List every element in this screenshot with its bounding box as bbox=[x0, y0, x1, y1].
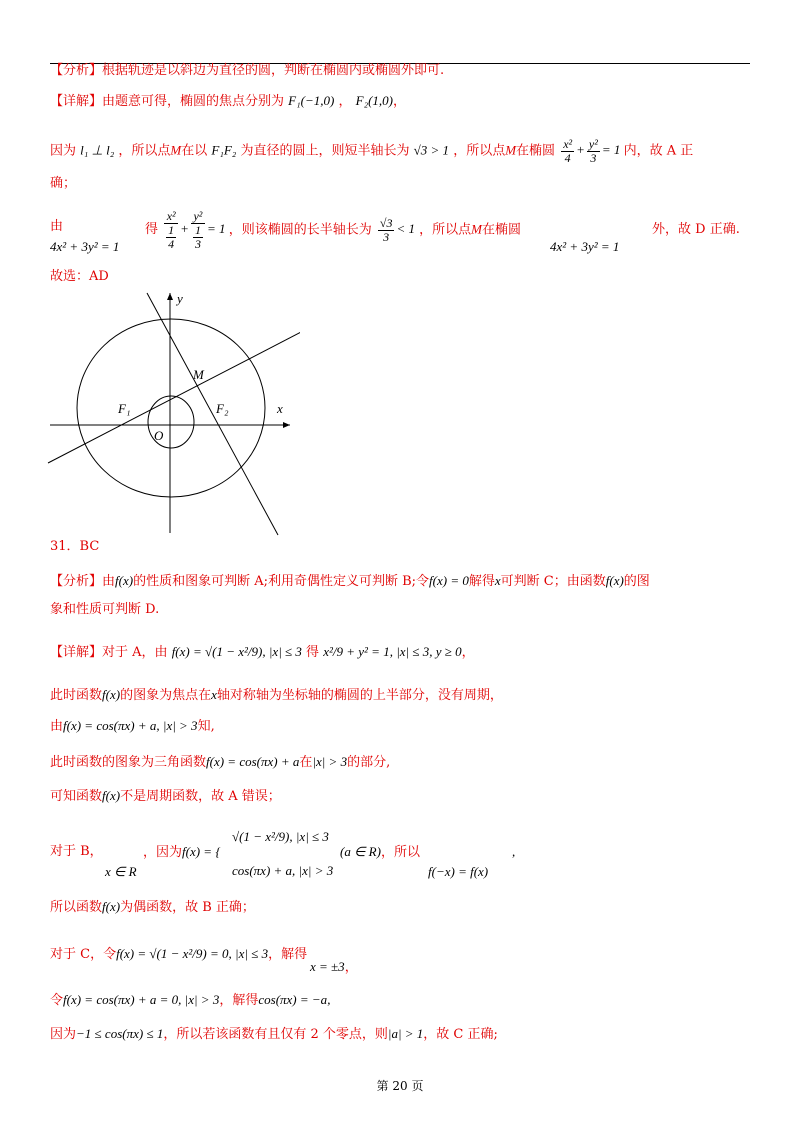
ellipse-eq-1: 4x² + 3y² = 1 bbox=[50, 239, 120, 254]
formula: f(x) bbox=[115, 573, 134, 588]
q31-b-case1 bbox=[232, 828, 329, 847]
numerator: y² bbox=[191, 210, 205, 224]
formula: f(x) = cos(πx) + a, |x| > 3 bbox=[63, 718, 198, 733]
text: 为偶函数，故 B 正确； bbox=[120, 900, 255, 915]
segment-f1f2: F₁F₂ bbox=[211, 142, 237, 158]
formula: −1 ≤ cos(πx) ≤ 1 bbox=[76, 1026, 164, 1041]
q31-c-line-1 bbox=[50, 945, 307, 964]
text: ， bbox=[344, 960, 358, 975]
text: 的性质和图象可判断 A;利用奇偶性定义可判断 B;令 bbox=[133, 574, 430, 589]
detail-line-4c bbox=[652, 221, 740, 239]
q31-analysis-1 bbox=[50, 572, 650, 591]
question-number: 31．BC bbox=[50, 539, 100, 554]
text: 对于 B， bbox=[50, 844, 103, 859]
q31-b-ar bbox=[340, 843, 420, 862]
text: ，所以点 bbox=[118, 143, 171, 159]
denominator: 4 bbox=[168, 237, 175, 251]
ellipse-figure bbox=[40, 285, 300, 540]
formula: x bbox=[494, 573, 501, 588]
ellipse-equation bbox=[559, 137, 623, 165]
text: ，故 C 正确; bbox=[423, 1027, 498, 1042]
plus: + bbox=[576, 142, 585, 158]
q31-a-line-5 bbox=[50, 787, 281, 806]
text: 此时函数的图象为三角函数 bbox=[50, 755, 207, 770]
formula: f(x) = cos(πx) + a = 0, |x| > 3 bbox=[63, 992, 220, 1007]
text: 内，故 A 正 bbox=[623, 143, 694, 159]
detail-line-4b bbox=[145, 210, 521, 251]
formula: x²/9 + y² = 1, |x| ≤ 3, y ≥ 0 bbox=[323, 644, 462, 659]
q31-b-case2 bbox=[232, 862, 333, 881]
text: 令 bbox=[50, 993, 64, 1008]
denominator: 3 bbox=[383, 230, 390, 244]
text: ，因为 bbox=[143, 845, 183, 860]
formula: |x| > 3 bbox=[312, 754, 348, 769]
eq2-line bbox=[550, 238, 619, 257]
text: 对于 A，由 bbox=[102, 645, 168, 660]
equals: = 1 bbox=[601, 142, 621, 158]
f1-label: F₁ bbox=[118, 401, 131, 416]
text: ，所以点 bbox=[419, 222, 472, 238]
numerator: 1 bbox=[194, 223, 201, 237]
numerator: √3 bbox=[379, 216, 393, 230]
text: 在椭圆 bbox=[516, 143, 556, 159]
text: ， bbox=[461, 645, 475, 660]
detail-line-3 bbox=[50, 175, 76, 193]
text: ，所以 bbox=[380, 845, 420, 860]
formula: f(x) bbox=[605, 573, 624, 588]
equals: = 1 bbox=[206, 221, 226, 237]
formula: , bbox=[512, 844, 516, 859]
point-m: M bbox=[170, 142, 182, 158]
comma: ， bbox=[393, 94, 407, 109]
detail-line-4 bbox=[50, 218, 63, 236]
q31-c-x bbox=[310, 958, 358, 977]
detail-text: 由题意可得，椭圆的焦点分别为 bbox=[102, 94, 285, 109]
detail-line-2 bbox=[50, 138, 693, 165]
o-label: O bbox=[154, 428, 164, 443]
x-label: x bbox=[277, 401, 283, 416]
text: 因为 bbox=[50, 143, 77, 159]
q31-a-line-4 bbox=[50, 753, 390, 772]
formula: x ∈ R bbox=[105, 864, 137, 879]
denominator: 3 bbox=[590, 151, 597, 165]
q31-b-line-2 bbox=[50, 898, 255, 917]
detail-tag: 【详解】 bbox=[50, 645, 103, 660]
formula: f(x) = √(1 − x²/9) = 0, |x| ≤ 3 bbox=[116, 946, 269, 961]
x-axis-arrow bbox=[283, 422, 290, 428]
numerator: y² bbox=[588, 137, 598, 151]
formula: √(1 − x²/9), |x| ≤ 3 bbox=[232, 829, 329, 844]
std-form bbox=[162, 209, 229, 251]
text: ，解得 bbox=[219, 993, 259, 1008]
text: 在 bbox=[299, 755, 313, 770]
formula: f(x) = 0 bbox=[429, 573, 469, 588]
text: 的图象为焦点在 bbox=[120, 688, 212, 703]
text: 解得 bbox=[468, 574, 495, 589]
text: 可判断 C；由函数 bbox=[500, 574, 606, 589]
text: 因为 bbox=[50, 1027, 77, 1042]
formula: f(x) = cos(πx) + a bbox=[206, 754, 300, 769]
formula: f(x) = √(1 − x²/9), |x| ≤ 3 bbox=[171, 644, 302, 659]
formula: f(x) bbox=[102, 899, 121, 914]
text: 由 bbox=[50, 719, 64, 734]
comma: ， bbox=[338, 94, 352, 109]
f2-label: F₂ bbox=[216, 401, 229, 416]
q31-a-line-3 bbox=[50, 717, 215, 736]
denominator: 3 bbox=[194, 237, 201, 251]
q31-c-line-3 bbox=[50, 1025, 498, 1044]
detail-tag: 【详解】 bbox=[50, 94, 103, 109]
text: ，所以点 bbox=[453, 143, 506, 159]
lt-1: < 1 bbox=[396, 221, 415, 237]
answer-choice: 故选：AD bbox=[50, 269, 109, 284]
line-l2 bbox=[147, 293, 278, 535]
text: 轴对称轴为坐标轴的椭圆的上半部分，没有周期， bbox=[216, 688, 503, 703]
text: 得 bbox=[145, 221, 159, 237]
formula: , bbox=[327, 992, 331, 1007]
q31-b-comma bbox=[512, 843, 515, 862]
text: 可知函数 bbox=[50, 789, 103, 804]
perpendicular-formula: l₁ ⊥ l₂ bbox=[80, 142, 115, 158]
q31-analysis-2 bbox=[50, 601, 159, 619]
text: 在椭圆 bbox=[482, 222, 522, 238]
text: 的图 bbox=[623, 574, 650, 589]
text: 外，故 D 正确. bbox=[652, 222, 740, 237]
formula: cos(πx) = −a bbox=[258, 992, 328, 1007]
q31-a-line-2 bbox=[50, 686, 503, 705]
analysis-text: 根据轨迹是以斜边为直径的圆，判断在椭圆内或椭圆外即可. bbox=[102, 63, 445, 78]
y-axis-arrow bbox=[167, 293, 173, 300]
formula: f(x) = { bbox=[182, 844, 221, 859]
formula: cos(πx) + a, |x| > 3 bbox=[232, 863, 334, 878]
analysis-tag: 【分析】 bbox=[50, 63, 103, 78]
detail-line-1 bbox=[50, 92, 406, 111]
text: 由 bbox=[50, 219, 64, 234]
numerator: x² bbox=[563, 137, 573, 151]
focus-f1: F₁(−1,0) bbox=[288, 93, 335, 108]
formula: f(x) bbox=[102, 788, 121, 803]
text: 象和性质可判断 D. bbox=[50, 602, 160, 617]
formula: |a| > 1 bbox=[387, 1026, 424, 1041]
text: 不是周期函数，故 A 错误； bbox=[120, 789, 281, 804]
plus: + bbox=[180, 221, 189, 237]
outer-ellipse bbox=[77, 319, 265, 497]
q31-b-since bbox=[143, 843, 221, 862]
q31-c-line-2 bbox=[50, 991, 330, 1010]
text: 知, bbox=[197, 719, 215, 734]
point-m: M bbox=[505, 142, 517, 158]
text: ，解得 bbox=[268, 947, 308, 962]
q31-b-label bbox=[50, 843, 103, 861]
answer-line bbox=[50, 268, 109, 286]
ellipse-eq-2: 4x² + 3y² = 1 bbox=[550, 239, 620, 254]
formula: f(x) bbox=[102, 687, 121, 702]
numerator: x² bbox=[164, 210, 178, 224]
y-label: y bbox=[177, 291, 183, 306]
text: 的部分, bbox=[347, 755, 391, 770]
formula: x = ±3 bbox=[310, 959, 345, 974]
text: 此时函数 bbox=[50, 688, 103, 703]
text: 为直径的圆上，则短半轴长为 bbox=[240, 143, 410, 159]
text: ，则该椭圆的长半轴长为 bbox=[228, 222, 372, 238]
eq1-line bbox=[50, 238, 119, 257]
text: 确； bbox=[50, 176, 77, 191]
q31-b-even bbox=[428, 863, 488, 882]
formula: x bbox=[211, 687, 217, 702]
q31-a-line-1 bbox=[50, 643, 475, 662]
q31-b-xr bbox=[105, 863, 137, 882]
formula: f(−x) = f(x) bbox=[428, 864, 489, 879]
text: ，所以若该函数有且仅有 2 个零点，则 bbox=[163, 1027, 388, 1042]
denominator: 4 bbox=[564, 151, 571, 165]
text: 在以 bbox=[181, 143, 208, 159]
sqrt3-gt-1: √3 > 1 bbox=[413, 142, 450, 158]
text: 得 bbox=[306, 645, 320, 660]
numerator: 1 bbox=[168, 223, 175, 237]
semi-major-axis bbox=[376, 216, 415, 244]
text: 对于 C，令 bbox=[50, 947, 117, 962]
m-label: M bbox=[193, 367, 204, 382]
formula: (a ∈ R) bbox=[340, 844, 381, 859]
page-number: 第 20 页 bbox=[376, 1079, 424, 1093]
analysis-line bbox=[50, 62, 444, 80]
q31-number bbox=[50, 538, 99, 556]
text: 所以函数 bbox=[50, 900, 103, 915]
analysis-tag: 【分析】 bbox=[50, 574, 103, 589]
point-m: M bbox=[471, 221, 482, 237]
text: 由 bbox=[102, 574, 116, 589]
focus-f2: F₂(1,0) bbox=[355, 93, 393, 108]
